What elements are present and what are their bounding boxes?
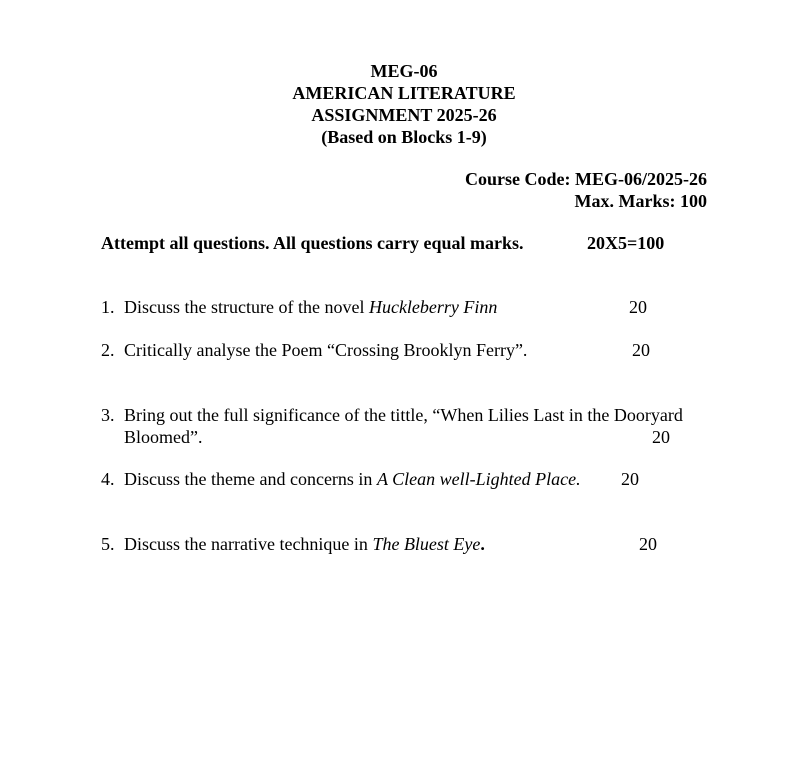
question-text-end: . xyxy=(480,534,485,554)
question-number: 2. xyxy=(101,340,115,360)
question-marks: 20 xyxy=(639,534,657,554)
question-number: 3. xyxy=(101,405,115,425)
question-2 xyxy=(101,339,721,361)
question-1 xyxy=(101,296,721,318)
work-title: The Bluest Eye xyxy=(372,534,481,554)
question-marks: 20 xyxy=(629,297,647,317)
question-text-line-1: Bring out the full significance of the tittle, “When Lilies Last in the Dooryard xyxy=(124,405,683,425)
question-text-line-2: Bloomed”. xyxy=(124,427,203,447)
course-code-title: MEG-06 xyxy=(370,61,438,81)
question-text xyxy=(124,533,724,555)
course-meta xyxy=(465,168,707,212)
question-number: 1. xyxy=(101,297,115,317)
question-marks: 20 xyxy=(632,340,650,360)
question-number: 5. xyxy=(101,534,115,554)
question-text-plain: Discuss the narrative technique in xyxy=(124,534,373,554)
question-marks: 20 xyxy=(621,469,639,489)
blocks-basis: (Based on Blocks 1-9) xyxy=(321,127,487,147)
course-code: Course Code: MEG-06/2025-26 xyxy=(465,169,707,189)
question-text-plain: Discuss the structure of the novel xyxy=(124,297,369,317)
work-title: Huckleberry Finn xyxy=(368,297,498,317)
marks-total: 20X5=100 xyxy=(587,233,665,253)
work-title: A Clean well-Lighted Place. xyxy=(376,469,581,489)
instructions-text: Attempt all questions. All questions carry equal marks. xyxy=(101,233,524,253)
question-5 xyxy=(101,533,721,555)
instructions xyxy=(101,232,701,254)
question-3 xyxy=(101,404,721,448)
question-number: 4. xyxy=(101,469,115,489)
assignment-title: ASSIGNMENT 2025-26 xyxy=(311,105,497,125)
question-4 xyxy=(101,468,721,490)
max-marks: Max. Marks: 100 xyxy=(574,191,707,211)
question-marks: 20 xyxy=(652,427,670,447)
question-text-plain: Discuss the theme and concerns in xyxy=(124,469,377,489)
question-text: Critically analyse the Poem “Crossing Brooklyn Ferry”. xyxy=(124,340,528,360)
question-text xyxy=(124,404,724,448)
document-header xyxy=(0,60,787,148)
course-name: AMERICAN LITERATURE xyxy=(292,83,516,103)
